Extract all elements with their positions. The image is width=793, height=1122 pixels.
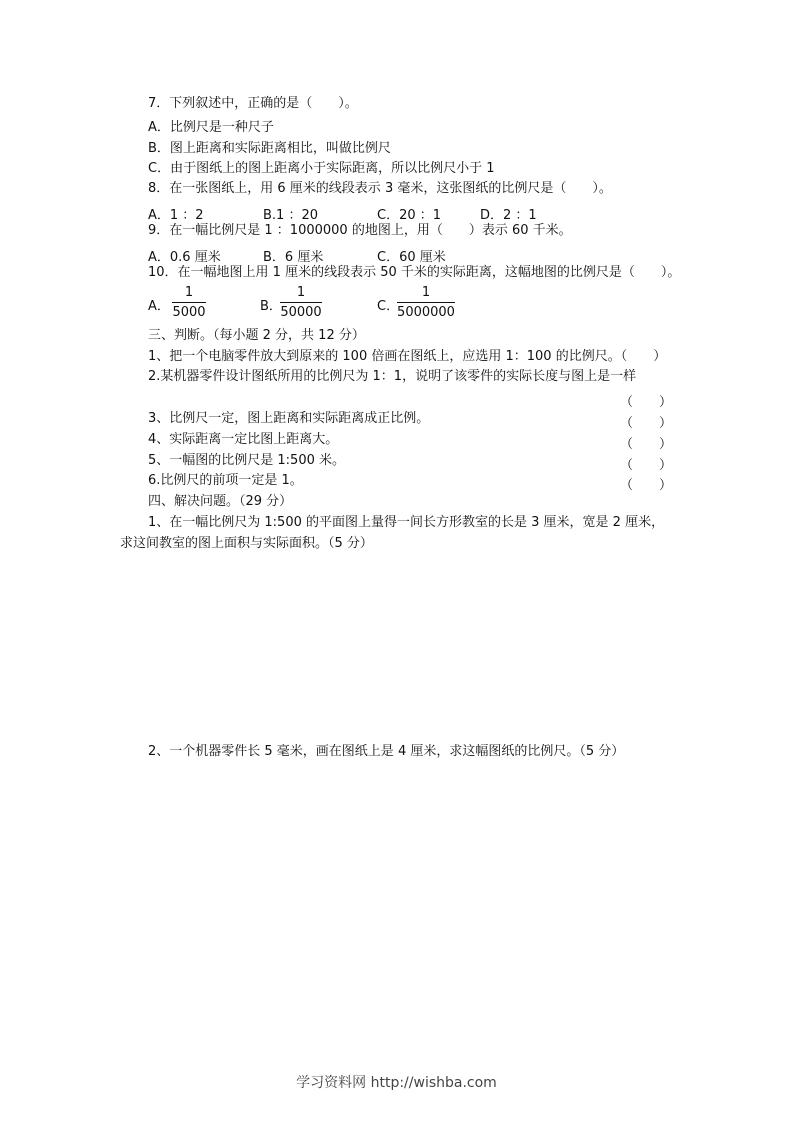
- judge-item-6: 6.比例尺的前项一定是 1。: [148, 473, 303, 488]
- judge-item-3: 3、比例尺一定，图上距离和实际距离成正比例。: [148, 411, 430, 426]
- answer-blank[interactable]: （ ）: [620, 395, 673, 410]
- answer-blank[interactable]: （ ）: [620, 458, 673, 473]
- question-7: 7．下列叙述中，正确的是（ ）。: [148, 96, 358, 111]
- fraction-numerator: 1: [296, 285, 306, 300]
- judge-item-4: 4、实际距离一定比图上距离大。: [148, 432, 339, 447]
- question-9-option-c: C．60 厘米: [377, 250, 446, 265]
- fraction-numerator: 1: [184, 285, 194, 300]
- question-7-option-c: C．由于图纸上的图上距离小于实际距离，所以比例尺小于 1: [148, 161, 495, 176]
- judge-item-1: 1、把一个电脑零件放大到原来的 100 倍画在图纸上，应选用 1：100 的比例尺。（ ）: [148, 349, 667, 364]
- question-9-option-a: A．0.6 厘米: [148, 250, 221, 265]
- solve-heading: 四、解决问题。（29 分）: [148, 494, 293, 509]
- question-10-options: [148, 286, 478, 322]
- question-9: 9．在一幅比例尺是 1 ：1000000 的地图上，用（ ）表示 60 千米。: [148, 223, 572, 238]
- question-8: 8．在一张图纸上，用 6 厘米的线段表示 3 毫米，这张图纸的比例尺是（ ）。: [148, 181, 612, 196]
- judge-heading: 三、判断。（每小题 2 分，共 12 分）: [148, 328, 365, 343]
- question-8-option-b: B.1 ：20: [263, 208, 318, 223]
- option-label: A．: [148, 299, 170, 314]
- question-8-option-d: D．2 ：1: [480, 208, 537, 223]
- question-8-option-a: A．1 ：2: [148, 208, 204, 223]
- fraction-bar: [280, 302, 322, 303]
- question-8-option-c: C．20 ：1: [377, 208, 442, 223]
- fraction-denominator: 5000000: [397, 305, 455, 320]
- fraction: [280, 286, 322, 320]
- fraction-denominator: 50000: [280, 305, 322, 320]
- fraction: [397, 286, 455, 320]
- question-9-option-b: B．6 厘米: [263, 250, 324, 265]
- question-7-option-b: B．图上距离和实际距离相比，叫做比例尺: [148, 141, 391, 156]
- fraction-numerator: 1: [421, 285, 431, 300]
- fraction: [172, 286, 206, 320]
- fraction-denominator: 5000: [172, 305, 206, 320]
- answer-blank[interactable]: （ ）: [620, 437, 673, 452]
- question-7-option-a: A．比例尺是一种尺子: [148, 120, 274, 135]
- option-label: B．: [260, 299, 282, 314]
- problem-1-line-1: 1、在一幅比例尺为 1:500 的平面图上量得一间长方形教室的长是 3 厘米，宽是 2 厘米，: [148, 515, 665, 530]
- answer-blank[interactable]: （ ）: [620, 478, 673, 493]
- problem-2: 2、一个机器零件长 5 毫米，画在图纸上是 4 厘米，求这幅图纸的比例尺。（5 分）: [148, 744, 625, 759]
- problem-1-line-2: 求这间教室的图上面积与实际面积。（5 分）: [120, 536, 373, 551]
- answer-blank[interactable]: （ ）: [620, 416, 673, 431]
- question-10: 10．在一幅地图上用 1 厘米的线段表示 50 千米的实际距离，这幅地图的比例尺是（ ）。: [148, 265, 681, 280]
- option-label: C．: [377, 299, 400, 314]
- site-watermark: 学习资料网 http://wishba.com: [296, 1075, 497, 1091]
- judge-item-5: 5、一幅图的比例尺是 1:500 米。: [148, 453, 345, 468]
- fraction-bar: [172, 302, 206, 303]
- judge-item-2: 2.某机器零件设计图纸所用的比例尺为 1：1，说明了该零件的实际长度与图上是一样: [148, 369, 637, 384]
- fraction-bar: [397, 302, 455, 303]
